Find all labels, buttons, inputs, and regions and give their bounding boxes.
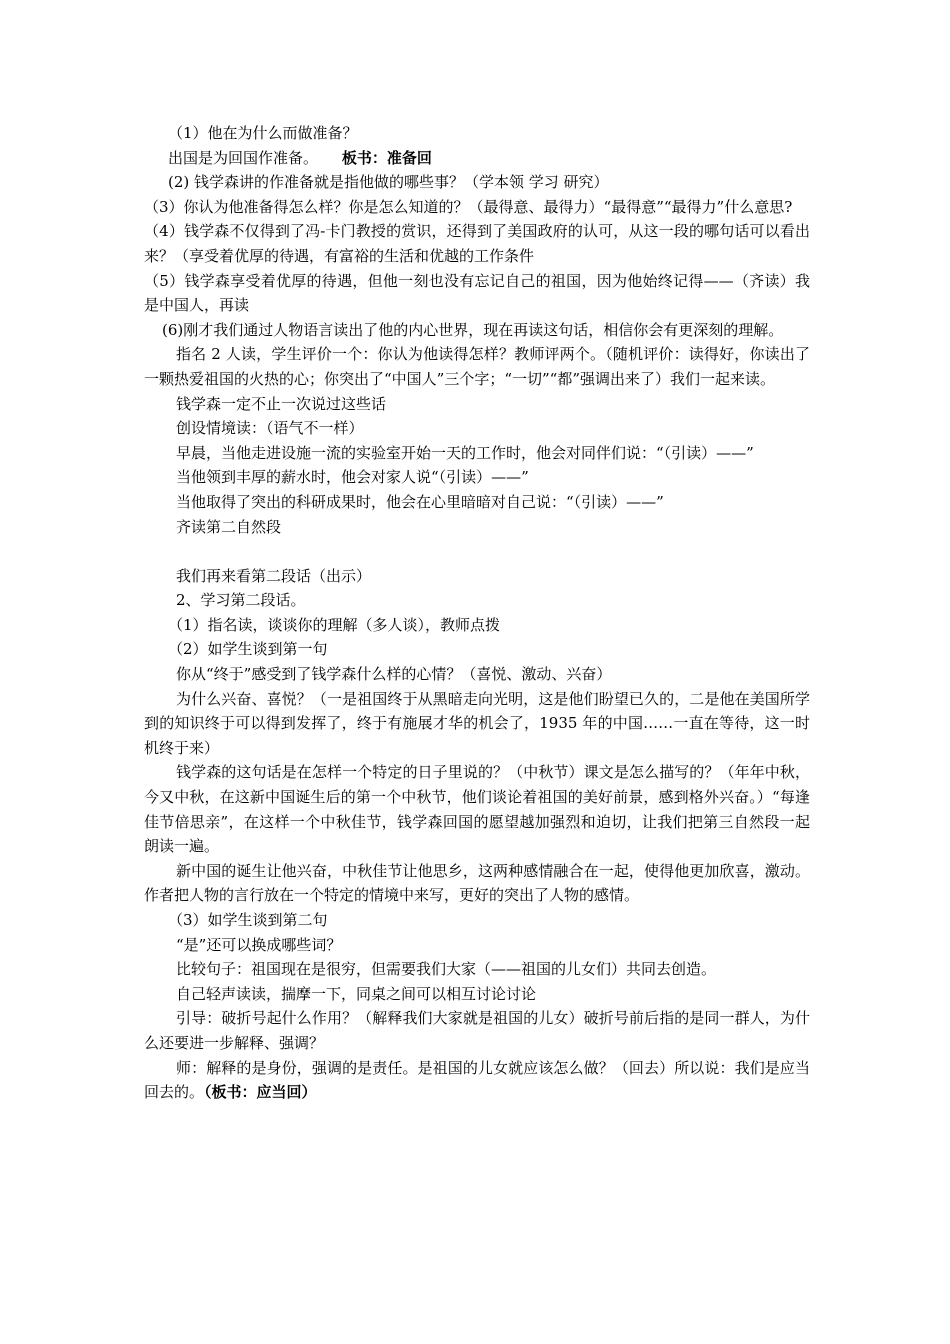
paragraph-l22 [144, 859, 810, 908]
text: 钱学森一定不止一次说过这些话 [176, 394, 387, 413]
text: (6)刚才我们通过人物语言读出了他的内心世界，现在再读这句话，相信你会有更深刻的理解。 [162, 320, 784, 339]
paragraph-l9 [144, 392, 810, 417]
text: 2、学习第二段话。 [176, 591, 306, 610]
paragraph-q2 [144, 170, 810, 195]
paragraph-l17 [144, 613, 810, 638]
paragraph-l15 [144, 564, 810, 589]
paragraph-l11 [144, 441, 810, 466]
text: （3）你认为他准备得怎么样？你是怎么知道的？（最得意、最得力）“最得意”“最得力”什么意思? [144, 197, 793, 216]
paragraph-evaluation [144, 342, 810, 391]
paragraph-l27 [144, 1006, 810, 1055]
paragraph-q6 [144, 318, 810, 343]
paragraph-q5 [144, 269, 810, 318]
document-page [144, 121, 810, 1105]
paragraph-l20 [144, 687, 810, 761]
text: （1）他在为什么而做准备？ [168, 124, 358, 142]
paragraph-l21 [144, 760, 810, 858]
paragraph-q3 [144, 195, 810, 220]
paragraph-l28 [144, 1056, 810, 1105]
paragraph-l19 [144, 662, 810, 687]
text: 钱学森的这句话是在怎样一个特定的日子里说的？（中秋节）课文是怎么描写的？（年年中秋，今又中秋，在这新中国诞生后的第一个中秋节，他们谈论着祖国的美好前景，感到格外兴奋。）“每逢佳节倍思亲”，在这样一个中秋佳节，钱学森回国的愿望越加强烈和迫切，让我们把第三自然段一起朗读一遍。 [144, 763, 810, 856]
blank-line [144, 539, 810, 564]
text: 你从“终于”感受到了钱学森什么样的心情？（喜悦、激动、兴奋） [176, 665, 612, 684]
text: （1）指名读，谈谈你的理解（多人谈），教师点拨 [168, 615, 501, 634]
paragraph-l16 [144, 588, 810, 613]
text: （4）钱学森不仅得到了冯-卡门教授的赏识，还得到了美国政府的认可，从这一段的哪句话可以看出来？（享受着优厚的待遇，有富裕的生活和优越的工作条件 [144, 222, 810, 265]
text: 指名 2 人读，学生评价一个：你认为他读得怎样？教师评两个。（随机评价：读得好，你读出了一颗热爱祖国的火热的心；你突出了“中国人”三个字；“一切”“都”强调出来了）我们一起来读。 [144, 345, 810, 388]
text: （3）如学生谈到第二句 [168, 911, 328, 929]
paragraph-answer1 [144, 146, 810, 171]
board-note: （板书：应当回） [204, 1083, 317, 1102]
board-note: 板书：准备回 [341, 148, 432, 167]
paragraph-l13 [144, 490, 810, 515]
text: 齐读第二自然段 [176, 517, 282, 536]
paragraph-l18 [144, 637, 810, 662]
text: 新中国的诞生让他兴奋，中秋佳节让他思乡，这两种感情融合在一起，使得他更加欣喜，激动。作者把人物的言行放在一个特定的情境中来写，更好的突出了人物的感情。 [144, 861, 810, 905]
paragraph-q1 [144, 121, 810, 146]
paragraph-l26 [144, 982, 810, 1007]
paragraph-l24 [144, 933, 810, 958]
text: （2）如学生谈到第一句 [168, 640, 328, 659]
text: 出国是为回国作准备。 [168, 148, 319, 167]
paragraph-l25 [144, 957, 810, 982]
paragraph-l10 [144, 416, 810, 441]
text: 创设情境读：（语气不一样） [176, 419, 364, 438]
paragraph-l14 [144, 515, 810, 540]
paragraph-q4 [144, 219, 810, 268]
text: 为什么兴奋、喜悦？（一是祖国终于从黑暗走向光明，这是他们盼望已久的，二是他在美国所学到的知识终于可以得到发挥了，终于有施展才华的机会了，1935 年的中国……一直在等待，这一时机终于来） [144, 689, 810, 757]
text: 比较句子：祖国现在是很穷，但需要我们大家（——祖国的儿女们）共同去创造。 [176, 960, 717, 979]
text: 自己轻声读读，揣摩一下，同桌之间可以相互讨论讨论 [176, 984, 537, 1003]
text: 我们再来看第二段话（出示） [176, 566, 372, 585]
text: (2) 钱学森讲的作准备就是指他做的哪些事？（学本领 学习 研究） [168, 173, 609, 192]
text: 引导：破折号起什么作用？（解释我们大家就是祖国的儿女）破折号前后指的是同一群人，为什么还要进一步解释、强调？ [144, 1009, 810, 1052]
paragraph-l23 [144, 908, 810, 933]
text: 早晨，当他走进设施一流的实验室开始一天的工作时，他会对同伴们说：“（引读）——” [176, 443, 754, 462]
text: 师：解释的是身份，强调的是责任。是祖国的儿女就应该怎么做？（回去）所以说：我们是应当回去的。 [144, 1058, 810, 1102]
text: （5）钱学森享受着优厚的待遇，但他一刻也没有忘记自己的祖国，因为他始终记得——（齐读）我是中国人，再读 [144, 271, 810, 315]
paragraph-l12 [144, 465, 810, 490]
text: “是”还可以换成哪些词？ [176, 935, 342, 954]
text: 当他领到丰厚的薪水时，他会对家人说“（引读）——” [176, 468, 529, 487]
text: 当他取得了突出的科研成果时，他会在心里暗暗对自己说：“（引读）——” [176, 492, 664, 511]
